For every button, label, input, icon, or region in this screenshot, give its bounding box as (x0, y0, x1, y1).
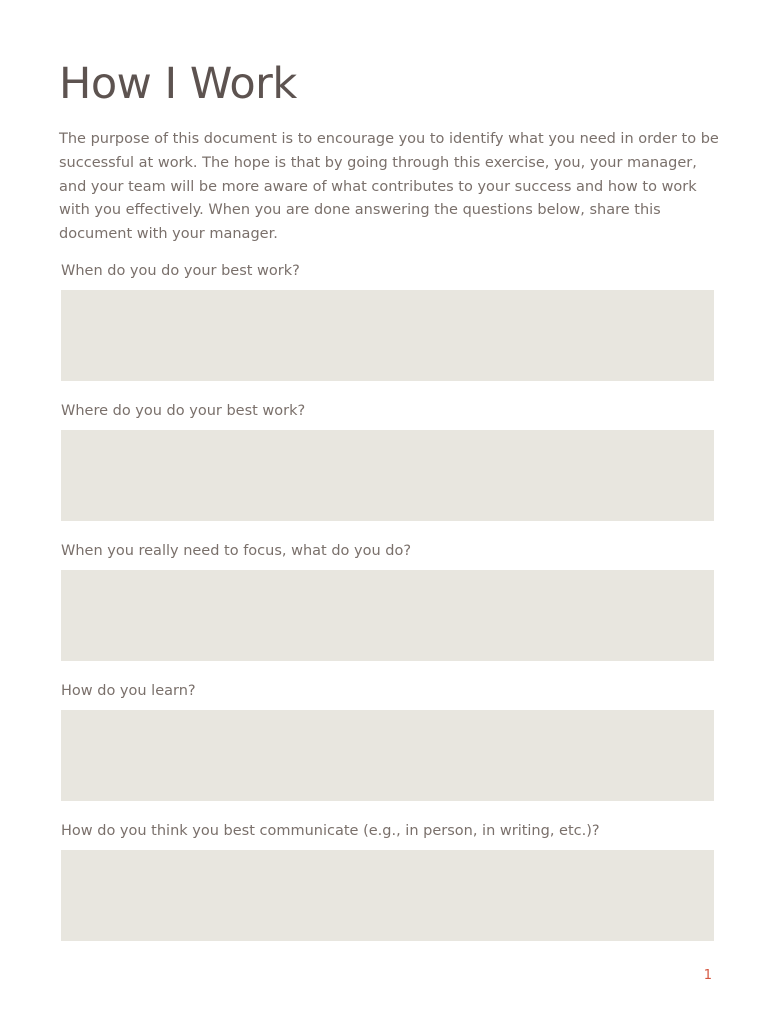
answer-field-best-work-time[interactable] (61, 290, 714, 381)
answer-field-communication[interactable] (61, 850, 714, 941)
question-label-best-work-time: When do you do your best work? (61, 263, 300, 279)
question-label-focus: When you really need to focus, what do you do? (61, 543, 412, 559)
answer-field-learning[interactable] (61, 710, 714, 801)
answer-field-focus[interactable] (61, 570, 714, 661)
question-label-best-work-place: Where do you do your best work? (61, 403, 306, 419)
intro-paragraph: The purpose of this document is to encourage you to identify what you need in order to be successful at work. The hope is that by going through this exercise, you, your manager, and your team will be more aware of what contributes to your success and how to work with you effectively. When you are done answering the questions below, share this document with your manager. (59, 131, 719, 243)
question-label-learning: How do you learn? (61, 683, 196, 699)
page-number: 1 (703, 968, 712, 983)
answer-field-best-work-place[interactable] (61, 430, 714, 521)
page-title: How I Work (59, 59, 297, 109)
question-label-communication: How do you think you best communicate (e.g., in person, in writing, etc.)? (61, 823, 600, 839)
